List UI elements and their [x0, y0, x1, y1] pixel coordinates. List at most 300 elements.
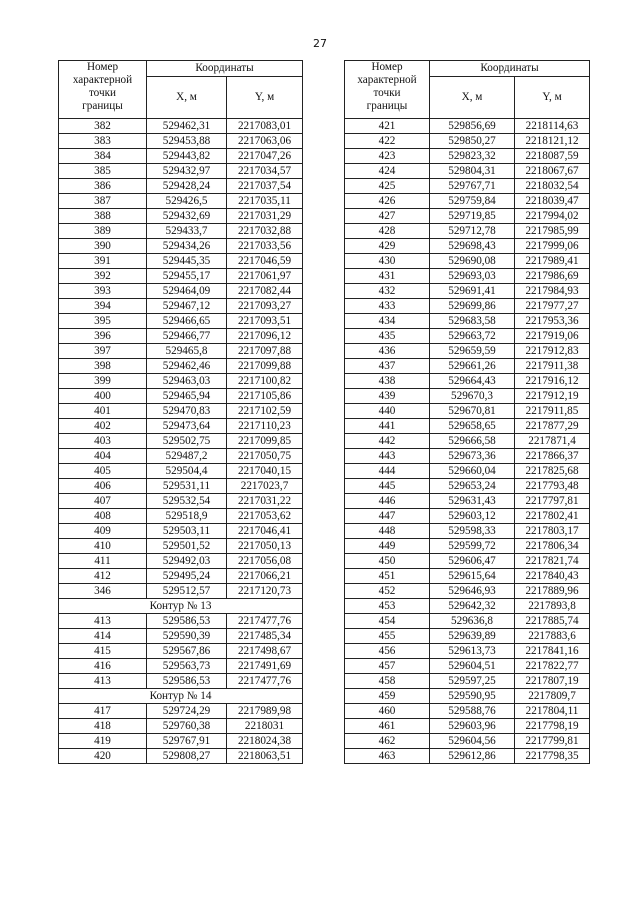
- table-row: [59, 314, 303, 329]
- y-coordinate-cell: 2217034,57: [227, 164, 303, 179]
- table-row: [345, 629, 590, 644]
- point-number-cell: 409: [59, 524, 147, 539]
- y-coordinate-cell: 2217099,88: [227, 359, 303, 374]
- point-number-cell: 419: [59, 734, 147, 749]
- table-row: [345, 284, 590, 299]
- point-number-cell: 423: [345, 149, 430, 164]
- table-row: [59, 659, 303, 674]
- y-coordinate-cell: 2217046,59: [227, 254, 303, 269]
- table-row: [345, 479, 590, 494]
- y-coordinate-cell: 2217912,19: [515, 389, 590, 404]
- x-coordinate-cell: 529760,38: [147, 719, 227, 734]
- point-header-line: Номер: [86, 61, 119, 73]
- point-number-cell: 396: [59, 329, 147, 344]
- point-number-cell: 461: [345, 719, 430, 734]
- x-coordinate-cell: 529518,9: [147, 509, 227, 524]
- x-coordinate-cell: 529603,96: [430, 719, 515, 734]
- x-coordinate-cell: 529466,77: [147, 329, 227, 344]
- point-number-cell: 407: [59, 494, 147, 509]
- table-row: [345, 734, 590, 749]
- point-number-cell: 410: [59, 539, 147, 554]
- table-row: [345, 434, 590, 449]
- y-coordinate-cell: 2217919,06: [515, 329, 590, 344]
- y-coordinate-cell: 2218063,51: [227, 749, 303, 764]
- x-coordinate-cell: 529462,46: [147, 359, 227, 374]
- table-row: [345, 224, 590, 239]
- x-coordinate-cell: 529724,29: [147, 704, 227, 719]
- point-number-cell: 431: [345, 269, 430, 284]
- point-number-cell: 414: [59, 629, 147, 644]
- table-row: [345, 254, 590, 269]
- table-row: [59, 674, 303, 689]
- x-coordinate-cell: 529445,35: [147, 254, 227, 269]
- table-row: [345, 344, 590, 359]
- table-row: [345, 749, 590, 764]
- x-coordinate-cell: 529759,84: [430, 194, 515, 209]
- x-coordinate-cell: 529586,53: [147, 674, 227, 689]
- y-coordinate-cell: 2217989,98: [227, 704, 303, 719]
- x-coordinate-cell: 529615,64: [430, 569, 515, 584]
- point-number-cell: 401: [59, 404, 147, 419]
- y-coordinate-cell: 2217120,73: [227, 584, 303, 599]
- table-row: [345, 539, 590, 554]
- x-coordinate-cell: 529642,32: [430, 599, 515, 614]
- table-row: [59, 434, 303, 449]
- table-row: [345, 179, 590, 194]
- table-row: [59, 509, 303, 524]
- x-coordinate-cell: 529467,12: [147, 299, 227, 314]
- point-number-cell: 413: [59, 614, 147, 629]
- point-header-line: характерной: [357, 74, 417, 86]
- x-coordinate-cell: 529604,56: [430, 734, 515, 749]
- table-row: [59, 164, 303, 179]
- y-coordinate-cell: 2217798,19: [515, 719, 590, 734]
- x-coordinate-cell: 529563,73: [147, 659, 227, 674]
- x-coordinate-cell: 529470,83: [147, 404, 227, 419]
- y-coordinate-cell: 2217807,19: [515, 674, 590, 689]
- y-coordinate-cell: 2217802,41: [515, 509, 590, 524]
- table-row: [59, 359, 303, 374]
- table-row: [345, 164, 590, 179]
- y-coordinate-cell: 2217893,8: [515, 599, 590, 614]
- y-coordinate-cell: 2217047,26: [227, 149, 303, 164]
- point-number-cell: 455: [345, 629, 430, 644]
- table-row: [59, 179, 303, 194]
- contour-header-row: [59, 599, 303, 614]
- y-coordinate-cell: 2217082,44: [227, 284, 303, 299]
- x-coordinate-cell: 529473,64: [147, 419, 227, 434]
- x-coordinate-cell: 529639,89: [430, 629, 515, 644]
- y-coordinate-cell: 2218067,67: [515, 164, 590, 179]
- x-coordinate-cell: 529646,93: [430, 584, 515, 599]
- table-row: [345, 194, 590, 209]
- x-header: X, м: [147, 77, 227, 119]
- coordinates-table-left: [58, 60, 303, 764]
- y-coordinate-cell: 2217798,35: [515, 749, 590, 764]
- table-row: [59, 194, 303, 209]
- point-header-line: точки: [88, 87, 117, 99]
- coordinates-table-right: [344, 60, 590, 764]
- table-row: [345, 584, 590, 599]
- point-number-cell: 402: [59, 419, 147, 434]
- table-row: [59, 344, 303, 359]
- contour-header-row: [59, 689, 303, 704]
- table-row: [345, 239, 590, 254]
- point-number-cell: 389: [59, 224, 147, 239]
- x-coordinate-cell: 529850,27: [430, 134, 515, 149]
- y-coordinate-cell: 2217023,7: [227, 479, 303, 494]
- point-number-cell: 428: [345, 224, 430, 239]
- table-row: [345, 524, 590, 539]
- y-coordinate-cell: 2217063,06: [227, 134, 303, 149]
- point-number-cell: 425: [345, 179, 430, 194]
- x-coordinate-cell: 529532,54: [147, 494, 227, 509]
- table-row: [345, 569, 590, 584]
- table-row: [59, 299, 303, 314]
- table-row: [59, 449, 303, 464]
- y-coordinate-cell: 2217986,69: [515, 269, 590, 284]
- table-row: [345, 404, 590, 419]
- point-number-cell: 460: [345, 704, 430, 719]
- point-number-cell: 443: [345, 449, 430, 464]
- table-row: [59, 239, 303, 254]
- y-coordinate-cell: 2217498,67: [227, 644, 303, 659]
- y-coordinate-cell: 2218039,47: [515, 194, 590, 209]
- point-number-cell: 442: [345, 434, 430, 449]
- x-coordinate-cell: 529463,03: [147, 374, 227, 389]
- point-number-cell: 387: [59, 194, 147, 209]
- y-coordinate-cell: 2217050,13: [227, 539, 303, 554]
- table-row: [59, 134, 303, 149]
- point-number-cell: 421: [345, 119, 430, 134]
- point-number-cell: 458: [345, 674, 430, 689]
- point-header-line: границы: [366, 100, 408, 112]
- point-number-cell: 391: [59, 254, 147, 269]
- x-coordinate-cell: 529712,78: [430, 224, 515, 239]
- x-coordinate-cell: 529653,24: [430, 479, 515, 494]
- coordinates-header: Координаты: [430, 61, 590, 77]
- point-number-cell: 453: [345, 599, 430, 614]
- y-coordinate-cell: 2217105,86: [227, 389, 303, 404]
- table-row: [345, 674, 590, 689]
- x-coordinate-cell: 529693,03: [430, 269, 515, 284]
- x-coordinate-cell: 529443,82: [147, 149, 227, 164]
- point-number-cell: 408: [59, 509, 147, 524]
- y-coordinate-cell: 2217822,77: [515, 659, 590, 674]
- table-row: [59, 329, 303, 344]
- table-row: [345, 329, 590, 344]
- x-coordinate-cell: 529590,95: [430, 689, 515, 704]
- point-number-cell: 432: [345, 284, 430, 299]
- x-coordinate-cell: 529503,11: [147, 524, 227, 539]
- point-number-cell: 424: [345, 164, 430, 179]
- point-number-cell: 451: [345, 569, 430, 584]
- y-coordinate-cell: 2217797,81: [515, 494, 590, 509]
- y-coordinate-cell: 2217803,17: [515, 524, 590, 539]
- y-coordinate-cell: 2217985,99: [515, 224, 590, 239]
- x-coordinate-cell: 529690,08: [430, 254, 515, 269]
- x-coordinate-cell: 529664,43: [430, 374, 515, 389]
- y-coordinate-cell: 2217953,36: [515, 314, 590, 329]
- point-number-cell: 388: [59, 209, 147, 224]
- point-number-cell: 450: [345, 554, 430, 569]
- table-row: [59, 524, 303, 539]
- y-coordinate-cell: 2217911,38: [515, 359, 590, 374]
- contour-label: Контур № 13: [59, 599, 303, 614]
- y-coordinate-cell: 2217037,54: [227, 179, 303, 194]
- table-row: [59, 554, 303, 569]
- table-row: [59, 614, 303, 629]
- x-coordinate-cell: 529487,2: [147, 449, 227, 464]
- table-row: [59, 584, 303, 599]
- table-row: [59, 284, 303, 299]
- y-header: Y, м: [227, 77, 303, 119]
- point-number-cell: 437: [345, 359, 430, 374]
- table-row: [59, 539, 303, 554]
- y-coordinate-cell: 2217911,85: [515, 404, 590, 419]
- table-row: [59, 419, 303, 434]
- y-coordinate-cell: 2217046,41: [227, 524, 303, 539]
- table-row: [59, 119, 303, 134]
- x-coordinate-cell: 529501,52: [147, 539, 227, 554]
- contour-label: Контур № 14: [59, 689, 303, 704]
- x-coordinate-cell: 529453,88: [147, 134, 227, 149]
- point-header-line: характерной: [72, 74, 133, 86]
- y-coordinate-cell: 2217840,43: [515, 569, 590, 584]
- x-coordinate-cell: 529588,76: [430, 704, 515, 719]
- x-coordinate-cell: 529691,41: [430, 284, 515, 299]
- point-number-cell: 457: [345, 659, 430, 674]
- x-coordinate-cell: 529462,31: [147, 119, 227, 134]
- y-coordinate-cell: 2217040,15: [227, 464, 303, 479]
- point-number-cell: 400: [59, 389, 147, 404]
- point-number-cell: 454: [345, 614, 430, 629]
- point-number-cell: 383: [59, 134, 147, 149]
- x-coordinate-cell: 529466,65: [147, 314, 227, 329]
- point-number-cell: 446: [345, 494, 430, 509]
- point-number-cell: 404: [59, 449, 147, 464]
- table-row: [59, 704, 303, 719]
- y-coordinate-cell: 2218087,59: [515, 149, 590, 164]
- table-row: [59, 479, 303, 494]
- y-coordinate-cell: 2217994,02: [515, 209, 590, 224]
- point-number-cell: 399: [59, 374, 147, 389]
- point-number-cell: 397: [59, 344, 147, 359]
- x-coordinate-cell: 529603,12: [430, 509, 515, 524]
- coordinates-header: Координаты: [147, 61, 303, 77]
- point-number-cell: 411: [59, 554, 147, 569]
- x-coordinate-cell: 529465,94: [147, 389, 227, 404]
- x-coordinate-cell: 529659,59: [430, 344, 515, 359]
- x-coordinate-cell: 529434,26: [147, 239, 227, 254]
- table-row: [345, 209, 590, 224]
- point-number-cell: 390: [59, 239, 147, 254]
- y-coordinate-cell: 2217977,27: [515, 299, 590, 314]
- y-coordinate-cell: 2217821,74: [515, 554, 590, 569]
- table-row: [345, 449, 590, 464]
- x-coordinate-cell: 529597,25: [430, 674, 515, 689]
- x-coordinate-cell: 529666,58: [430, 434, 515, 449]
- y-coordinate-cell: 2217916,12: [515, 374, 590, 389]
- table-row: [59, 569, 303, 584]
- point-number-cell: 449: [345, 539, 430, 554]
- point-number-cell: 434: [345, 314, 430, 329]
- point-number-cell: 420: [59, 749, 147, 764]
- table-row: [59, 464, 303, 479]
- point-number-cell: 418: [59, 719, 147, 734]
- x-coordinate-cell: 529599,72: [430, 539, 515, 554]
- x-coordinate-cell: 529823,32: [430, 149, 515, 164]
- table-row: [345, 689, 590, 704]
- table-row: [59, 629, 303, 644]
- point-number-cell: 447: [345, 509, 430, 524]
- y-coordinate-cell: 2217100,82: [227, 374, 303, 389]
- x-coordinate-cell: 529658,65: [430, 419, 515, 434]
- table-row: [59, 734, 303, 749]
- point-number-cell: 441: [345, 419, 430, 434]
- y-coordinate-cell: 2217809,7: [515, 689, 590, 704]
- x-coordinate-cell: 529465,8: [147, 344, 227, 359]
- y-coordinate-cell: 2217477,76: [227, 614, 303, 629]
- point-number-cell: 433: [345, 299, 430, 314]
- x-coordinate-cell: 529670,81: [430, 404, 515, 419]
- table-row: [345, 719, 590, 734]
- x-coordinate-cell: 529512,57: [147, 584, 227, 599]
- point-number-cell: 395: [59, 314, 147, 329]
- x-coordinate-cell: 529567,86: [147, 644, 227, 659]
- point-number-cell: 435: [345, 329, 430, 344]
- x-coordinate-cell: 529531,11: [147, 479, 227, 494]
- y-coordinate-cell: 2217485,34: [227, 629, 303, 644]
- x-coordinate-cell: 529767,91: [147, 734, 227, 749]
- table-row: [345, 509, 590, 524]
- y-coordinate-cell: 2217999,06: [515, 239, 590, 254]
- table-row: [345, 119, 590, 134]
- point-number-cell: 426: [345, 194, 430, 209]
- point-number-cell: 416: [59, 659, 147, 674]
- table-row: [59, 224, 303, 239]
- table-row: [59, 719, 303, 734]
- y-coordinate-cell: 2217877,29: [515, 419, 590, 434]
- y-coordinate-cell: 2217989,41: [515, 254, 590, 269]
- x-coordinate-cell: 529464,09: [147, 284, 227, 299]
- y-coordinate-cell: 2217491,69: [227, 659, 303, 674]
- x-coordinate-cell: 529661,26: [430, 359, 515, 374]
- point-number-cell: 412: [59, 569, 147, 584]
- y-coordinate-cell: 2217804,11: [515, 704, 590, 719]
- table-row: [345, 494, 590, 509]
- point-number-cell: 456: [345, 644, 430, 659]
- table-row: [59, 374, 303, 389]
- point-number-cell: 384: [59, 149, 147, 164]
- y-coordinate-cell: 2217093,51: [227, 314, 303, 329]
- y-coordinate-cell: 2218031: [227, 719, 303, 734]
- table-row: [59, 389, 303, 404]
- table-row: [59, 209, 303, 224]
- x-coordinate-cell: 529433,7: [147, 224, 227, 239]
- table-row: [345, 314, 590, 329]
- x-coordinate-cell: 529856,69: [430, 119, 515, 134]
- x-coordinate-cell: 529492,03: [147, 554, 227, 569]
- point-number-cell: 394: [59, 299, 147, 314]
- point-number-cell: 346: [59, 584, 147, 599]
- point-number-cell: 439: [345, 389, 430, 404]
- y-coordinate-cell: 2217031,29: [227, 209, 303, 224]
- x-coordinate-cell: 529455,17: [147, 269, 227, 284]
- point-number-cell: 417: [59, 704, 147, 719]
- point-number-cell: 462: [345, 734, 430, 749]
- point-number-cell: 398: [59, 359, 147, 374]
- y-coordinate-cell: 2217056,08: [227, 554, 303, 569]
- y-coordinate-cell: 2217825,68: [515, 464, 590, 479]
- point-number-cell: 392: [59, 269, 147, 284]
- table-row: [59, 254, 303, 269]
- table-row: [345, 644, 590, 659]
- table-row: [59, 149, 303, 164]
- y-coordinate-cell: 2217883,6: [515, 629, 590, 644]
- x-coordinate-cell: 529673,36: [430, 449, 515, 464]
- table-row: [59, 404, 303, 419]
- table-row: [59, 494, 303, 509]
- x-coordinate-cell: 529636,8: [430, 614, 515, 629]
- point-number-cell: 436: [345, 344, 430, 359]
- table-row: [345, 599, 590, 614]
- point-number-cell: 452: [345, 584, 430, 599]
- table-row: [345, 614, 590, 629]
- x-coordinate-cell: 529612,86: [430, 749, 515, 764]
- x-coordinate-cell: 529604,51: [430, 659, 515, 674]
- point-number-cell: 406: [59, 479, 147, 494]
- table-row: [59, 644, 303, 659]
- y-coordinate-cell: 2217096,12: [227, 329, 303, 344]
- x-coordinate-cell: 529432,97: [147, 164, 227, 179]
- y-coordinate-cell: 2217841,16: [515, 644, 590, 659]
- y-coordinate-cell: 2217032,88: [227, 224, 303, 239]
- point-number-cell: 393: [59, 284, 147, 299]
- point-number-cell: 427: [345, 209, 430, 224]
- y-coordinate-cell: 2217053,62: [227, 509, 303, 524]
- table-row: [345, 299, 590, 314]
- y-coordinate-cell: 2217099,85: [227, 434, 303, 449]
- y-coordinate-cell: 2217110,23: [227, 419, 303, 434]
- y-coordinate-cell: 2218114,63: [515, 119, 590, 134]
- x-coordinate-cell: 529590,39: [147, 629, 227, 644]
- point-number-cell: 386: [59, 179, 147, 194]
- y-coordinate-cell: 2218024,38: [227, 734, 303, 749]
- y-coordinate-cell: 2218032,54: [515, 179, 590, 194]
- y-coordinate-cell: 2217093,27: [227, 299, 303, 314]
- point-header-line: точки: [373, 87, 401, 99]
- y-coordinate-cell: 2217050,75: [227, 449, 303, 464]
- point-number-cell: 415: [59, 644, 147, 659]
- point-number-cell: 422: [345, 134, 430, 149]
- y-coordinate-cell: 2217984,93: [515, 284, 590, 299]
- x-coordinate-cell: 529663,72: [430, 329, 515, 344]
- point-number-header: [59, 61, 147, 119]
- x-coordinate-cell: 529502,75: [147, 434, 227, 449]
- point-number-header: [345, 61, 430, 119]
- y-coordinate-cell: 2217866,37: [515, 449, 590, 464]
- point-number-cell: 382: [59, 119, 147, 134]
- x-header: X, м: [430, 77, 515, 119]
- table-row: [345, 464, 590, 479]
- x-coordinate-cell: 529598,33: [430, 524, 515, 539]
- table-row: [345, 554, 590, 569]
- x-coordinate-cell: 529699,86: [430, 299, 515, 314]
- y-coordinate-cell: 2217035,11: [227, 194, 303, 209]
- table-row: [345, 134, 590, 149]
- y-coordinate-cell: 2217799,81: [515, 734, 590, 749]
